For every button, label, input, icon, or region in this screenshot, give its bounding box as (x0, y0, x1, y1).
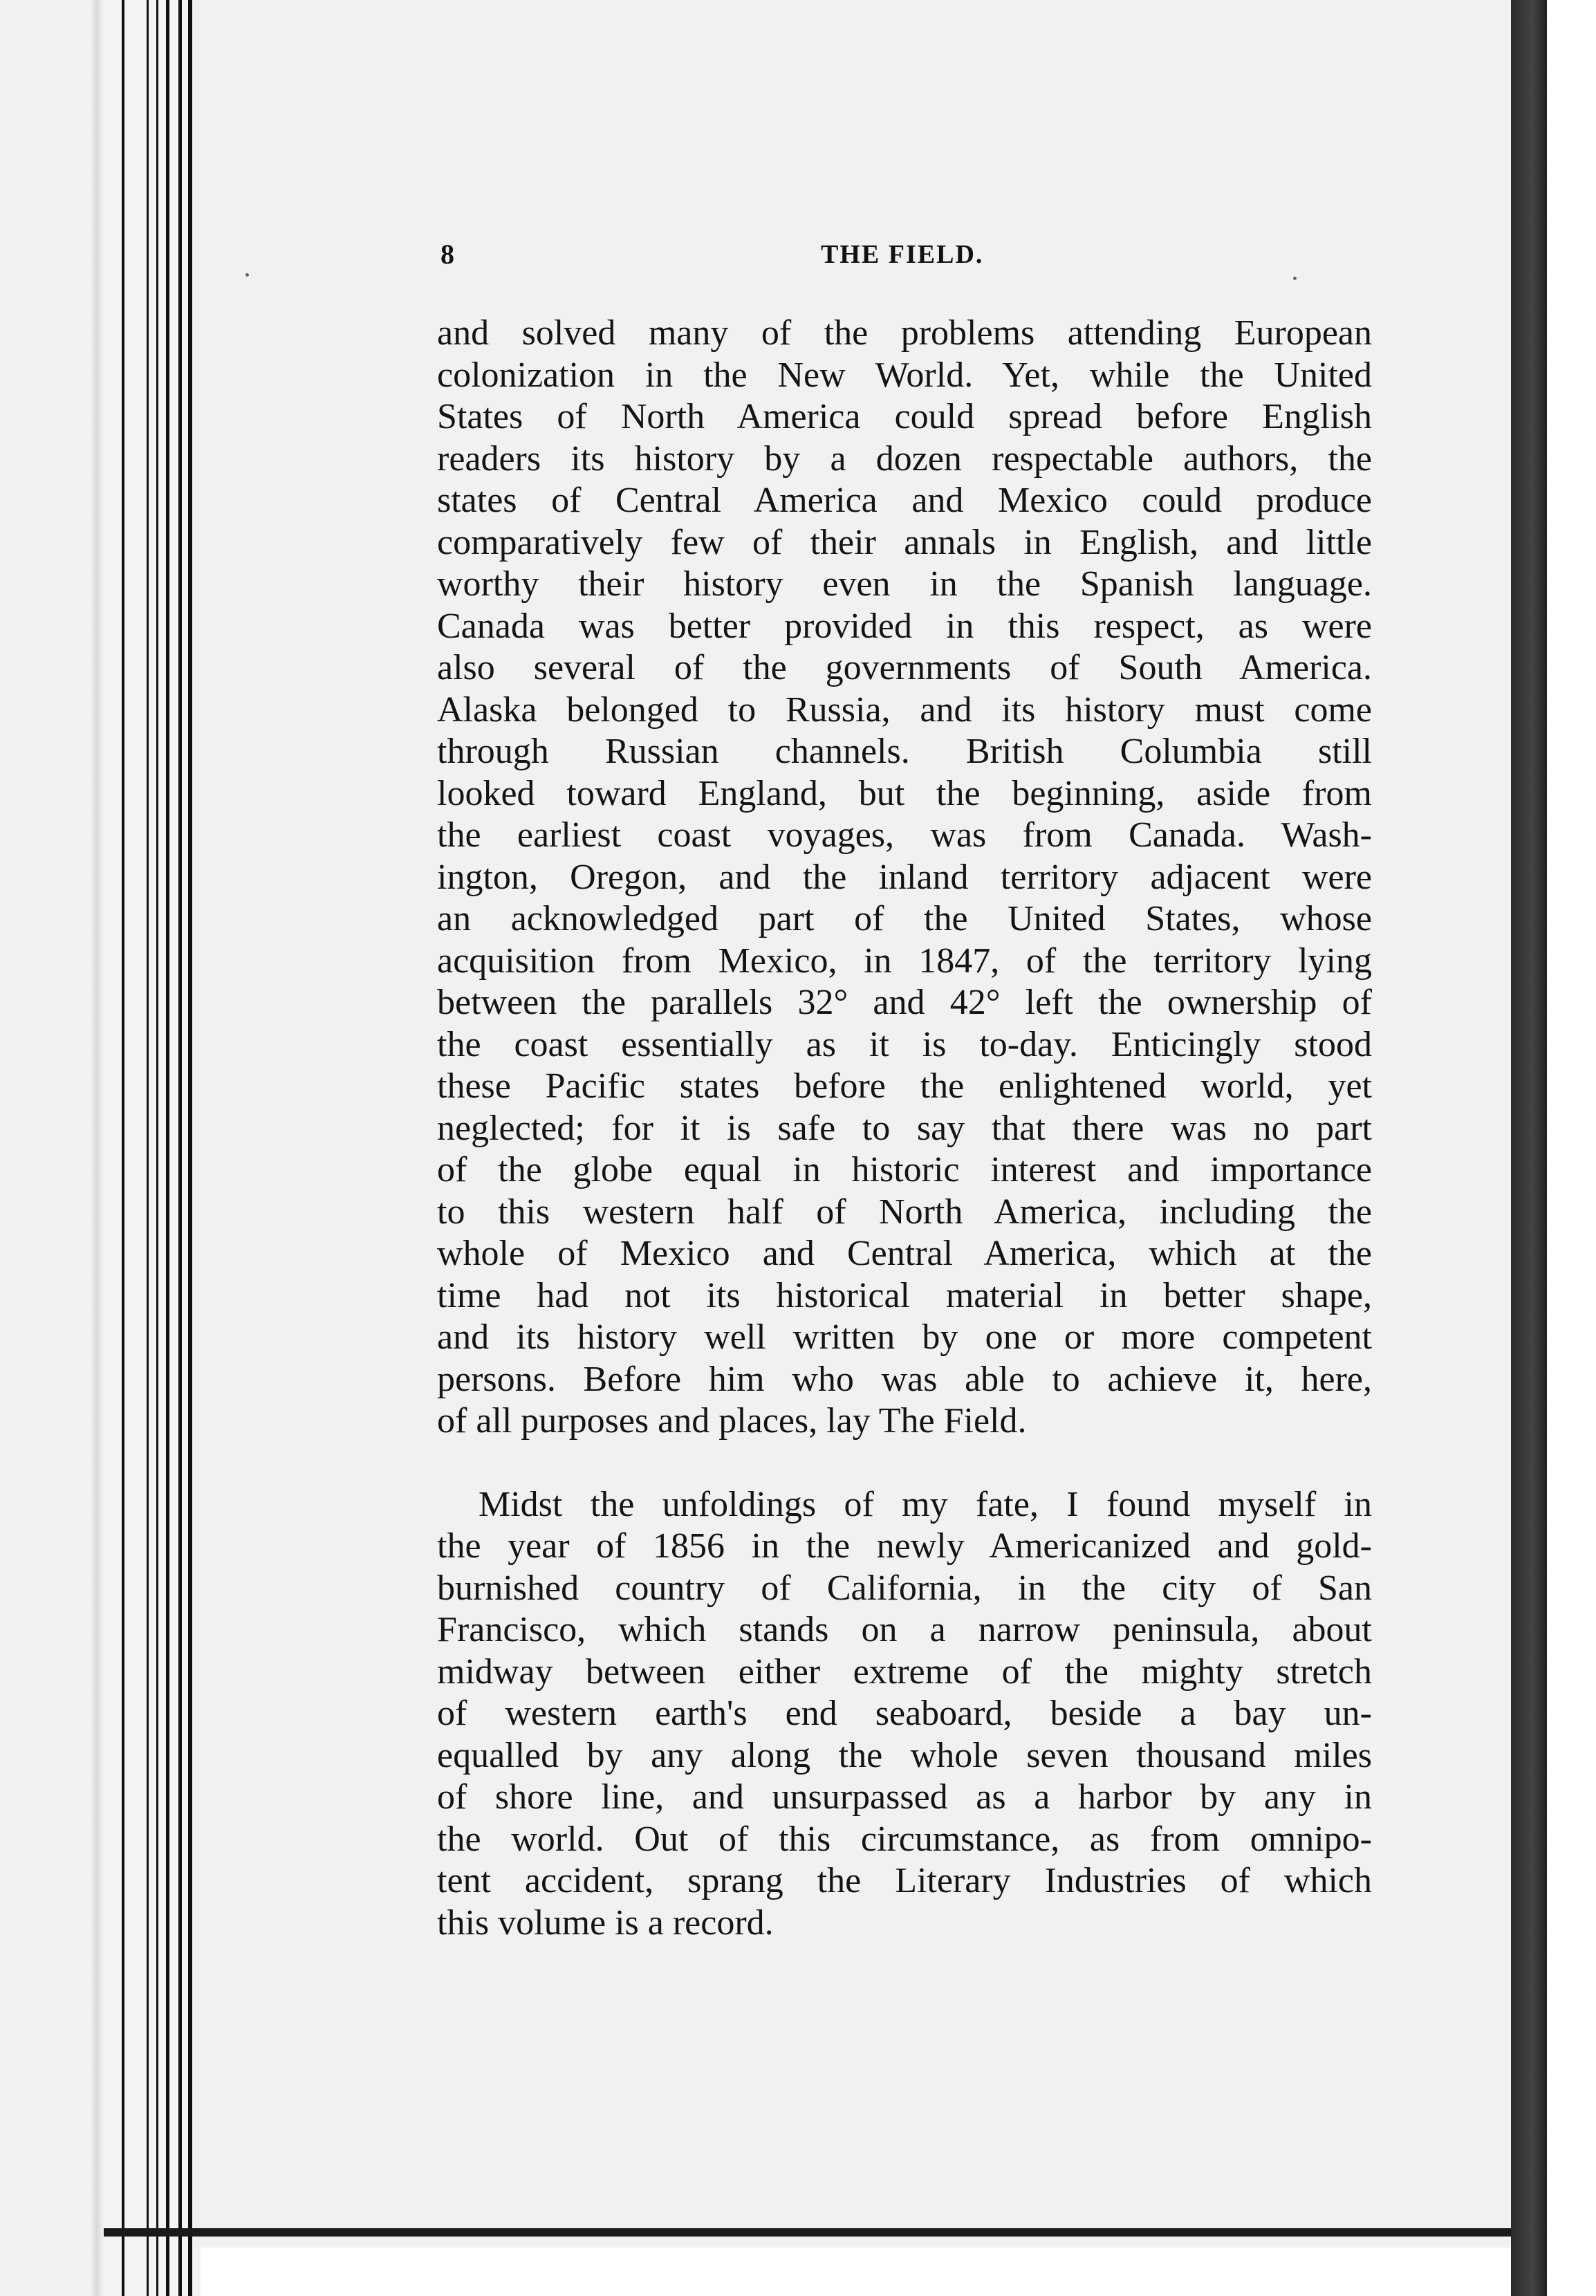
text-line: Canada was better provided in this respect, as were (437, 606, 1372, 646)
text-line: worthy their history even in the Spanish language. (437, 564, 1372, 604)
text-line: the coast essentially as it is to-day. Enticingly stood (437, 1024, 1372, 1064)
text-line: time had not its historical material in better shape, (437, 1275, 1372, 1315)
page-edge-line (156, 0, 158, 2296)
page-edge-line (147, 0, 149, 2296)
page-bottom-edge (104, 2228, 1521, 2237)
text-line: and solved many of the problems attending European (437, 313, 1372, 353)
text-line: states of Central America and Mexico could produce (437, 481, 1372, 520)
text-line: Midst the unfoldings of my fate, I found myself in (479, 1484, 1372, 1524)
text-line: the year of 1856 in the newly Americanized and gold- (437, 1526, 1372, 1566)
text-line: persons. Before him who was able to achieve it, here, (437, 1359, 1372, 1399)
text-line: comparatively few of their annals in English, and little (437, 522, 1372, 562)
page-edge-line (188, 0, 192, 2296)
text-line: these Pacific states before the enlightened world, yet (437, 1066, 1372, 1106)
text-line: burnished country of California, in the city of San (437, 1568, 1372, 1608)
text-line: and its history well written by one or more competent (437, 1317, 1372, 1357)
scan-speck (245, 273, 249, 277)
text-line: colonization in the New World. Yet, while the United (437, 355, 1372, 395)
text-line: tent accident, sprang the Literary Industries of which (437, 1861, 1372, 1900)
text-line: of all purposes and places, lay The Field. (437, 1401, 1027, 1441)
book-page-edges (0, 0, 201, 2296)
text-line: States of North America could spread before English (437, 397, 1372, 436)
text-line: equalled by any along the whole seven thousand miles (437, 1735, 1372, 1775)
running-title: THE FIELD. (821, 240, 984, 269)
text-line: ington, Oregon, and the inland territory adjacent were (437, 857, 1372, 897)
paragraph (437, 313, 1372, 1443)
page-edge-line (122, 0, 124, 2296)
text-line: of western earth's end seaboard, beside a bay un- (437, 1694, 1372, 1733)
text-line: whole of Mexico and Central America, which at the (437, 1234, 1372, 1273)
text-line: Alaska belonged to Russia, and its history must come (437, 689, 1372, 730)
text-line: an acknowledged part of the United States, whose (437, 899, 1372, 938)
text-line: neglected; for it is safe to say that there was no part (437, 1108, 1372, 1148)
page-edge-line (166, 0, 169, 2296)
text-line: also several of the governments of South America. (437, 648, 1372, 687)
body-text (437, 313, 1372, 1944)
text-line: looked toward England, but the beginning, aside from (437, 773, 1372, 813)
text-line: midway between either extreme of the mighty stretch (437, 1651, 1372, 1692)
page-edge-line (178, 0, 182, 2296)
binding-shadow (1511, 0, 1547, 2296)
running-header (440, 238, 1371, 279)
text-line: the earliest coast voyages, was from Canada. Wash- (437, 815, 1372, 855)
text-line: Francisco, which stands on a narrow peninsula, about (437, 1610, 1372, 1649)
text-line: of the globe equal in historic interest and importance (437, 1150, 1372, 1189)
text-line: the world. Out of this circumstance, as from omnipo- (437, 1819, 1372, 1859)
text-line: acquisition from Mexico, in 1847, of the territory lying (437, 941, 1372, 981)
paragraph (437, 1484, 1372, 1945)
text-line: to this western half of North America, including the (437, 1192, 1372, 1232)
text-line: through Russian channels. British Columbia still (437, 732, 1372, 771)
text-line: this volume is a record. (437, 1902, 774, 1943)
page-number: 8 (440, 239, 454, 270)
scan-margin (1547, 0, 1596, 2296)
text-line: between the parallels 32° and 42° left the ownership of (437, 983, 1372, 1022)
text-line: readers its history by a dozen respectable authors, the (437, 438, 1372, 479)
text-line: of shore line, and unsurpassed as a harbor by any in (437, 1777, 1372, 1817)
